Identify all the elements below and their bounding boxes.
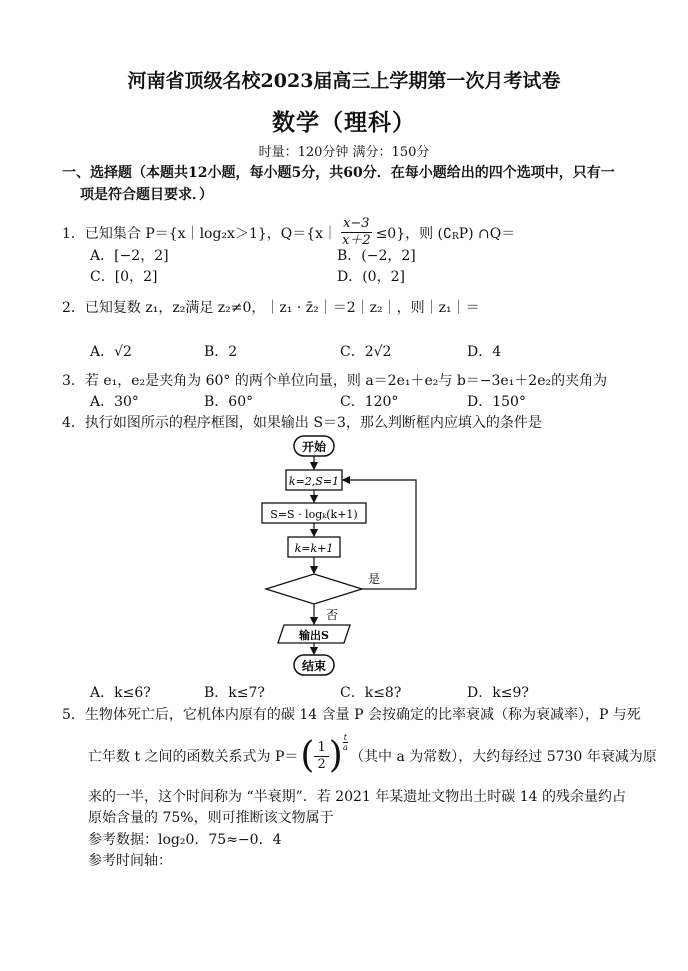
section-heading: 一、选择题（本题共12小题，每小题5分，共60分．在每小题给出的四个选项中，只有一: [62, 165, 615, 181]
q4-option-b: B．k≤7?: [204, 685, 265, 701]
q5-exponent: [343, 733, 348, 752]
q3-option-c: C．120°: [340, 394, 399, 410]
time-info: 时量：120分钟 满分：150分: [258, 145, 430, 160]
q5-frac-den: 2: [317, 756, 326, 772]
q5-fraction: [314, 740, 328, 773]
q5-reference-data: 参考数据：log₂0．75≈−0．4: [88, 832, 282, 848]
question-2-stem: 2．已知复数 z₁，z₂满足 z₂≠0，｜z₁ · z̄₂｜＝2｜z₂｜，则｜z₁｜＝: [62, 300, 480, 316]
flowchart-output-label: 输出S: [299, 629, 329, 642]
q5-exp-num: t: [343, 732, 347, 742]
q2-option-d: D．4: [467, 344, 502, 360]
q5-frac-num: 1: [314, 740, 328, 757]
flowchart-init-label: k=2,S=1: [288, 475, 340, 488]
q1-frac-num: x−3: [343, 216, 370, 231]
exam-title: 河南省顶级名校2023届高三上学期第一次月考试卷: [127, 70, 561, 92]
left-paren: (: [300, 735, 315, 776]
q1-stem-b: ≤0}，则 (∁: [375, 225, 452, 242]
q5-formula: [300, 732, 348, 776]
flowchart-decision-diamond: [266, 574, 362, 604]
flowchart-yes-label: 是: [368, 572, 381, 586]
question-5-line1: 5．生物体死亡后，它机体内原有的碳 14 含量 P 会按确定的比率衰减（称为衰减率），P 与死: [62, 707, 641, 723]
q4-option-c: C．k≤8?: [340, 685, 402, 701]
q2-option-a: A．√2: [90, 344, 132, 360]
q1-sub: R: [451, 231, 459, 242]
q1-stem-a: 1．已知集合 P＝{x｜log₂x＞1}，Q＝{x｜: [62, 225, 338, 242]
q2-option-b: B．2: [204, 344, 238, 360]
q1-option-a: A．[−2，2]: [90, 248, 169, 264]
q5-exp-den: a: [343, 742, 348, 752]
question-5-line3: 来的一半，这个时间称为 “半衰期”．若 2021 年某遗址文物出土时碳 14 的残余量约占: [88, 789, 627, 805]
question-5-line2: [88, 734, 657, 778]
flowchart-no-label: 否: [326, 608, 339, 622]
flowchart-end-label: 结束: [301, 659, 327, 673]
q1-option-d: D．(0，2]: [337, 269, 405, 285]
q5-reference-timeline: 参考时间轴：: [88, 853, 172, 869]
question-4-stem: 4．执行如图所示的程序框图，如果输出 S＝3，那么判断框内应填入的条件是: [62, 415, 542, 431]
q3-option-d: D．150°: [467, 394, 526, 410]
q4-option-a: A．k≤6?: [90, 685, 151, 701]
q2-option-c: C．2√2: [340, 344, 392, 360]
q5-line2-a: 亡年数 t 之间的函数关系式为 P＝: [88, 749, 299, 765]
q1-frac-den: x＋2: [342, 233, 371, 248]
q4-option-d: D．k≤9?: [467, 685, 529, 701]
flowchart: [250, 432, 450, 680]
subject-title: 数学（理科）: [272, 109, 416, 136]
q1-option-c: C．[0，2]: [90, 269, 158, 285]
right-paren: ): [328, 735, 343, 776]
q3-option-a: A．30°: [90, 394, 139, 410]
flowchart-process-label: S=S · logₖ(k+1): [270, 508, 358, 521]
q3-option-b: B．60°: [204, 394, 254, 410]
question-3-stem: 3．若 e₁，e₂是夹角为 60° 的两个单位向量，则 a＝2e₁＋e₂与 b＝−3e₁＋2e₂的夹角为: [62, 373, 608, 389]
q1-stem-c: P) ∩Q＝: [458, 225, 516, 242]
section-heading-cont: 项是符合题目要求．）: [80, 187, 213, 203]
flowchart-start-label: 开始: [301, 440, 327, 454]
q1-option-b: B．(−2，2]: [337, 248, 416, 264]
question-5-line4: 原始含量的 75%，则可推断该文物属于: [88, 810, 334, 826]
q5-line2-b: （其中 a 为常数），大约每经过 5730 年衰减为原: [350, 749, 657, 765]
flowchart-increment-label: k=k+1: [294, 542, 334, 555]
